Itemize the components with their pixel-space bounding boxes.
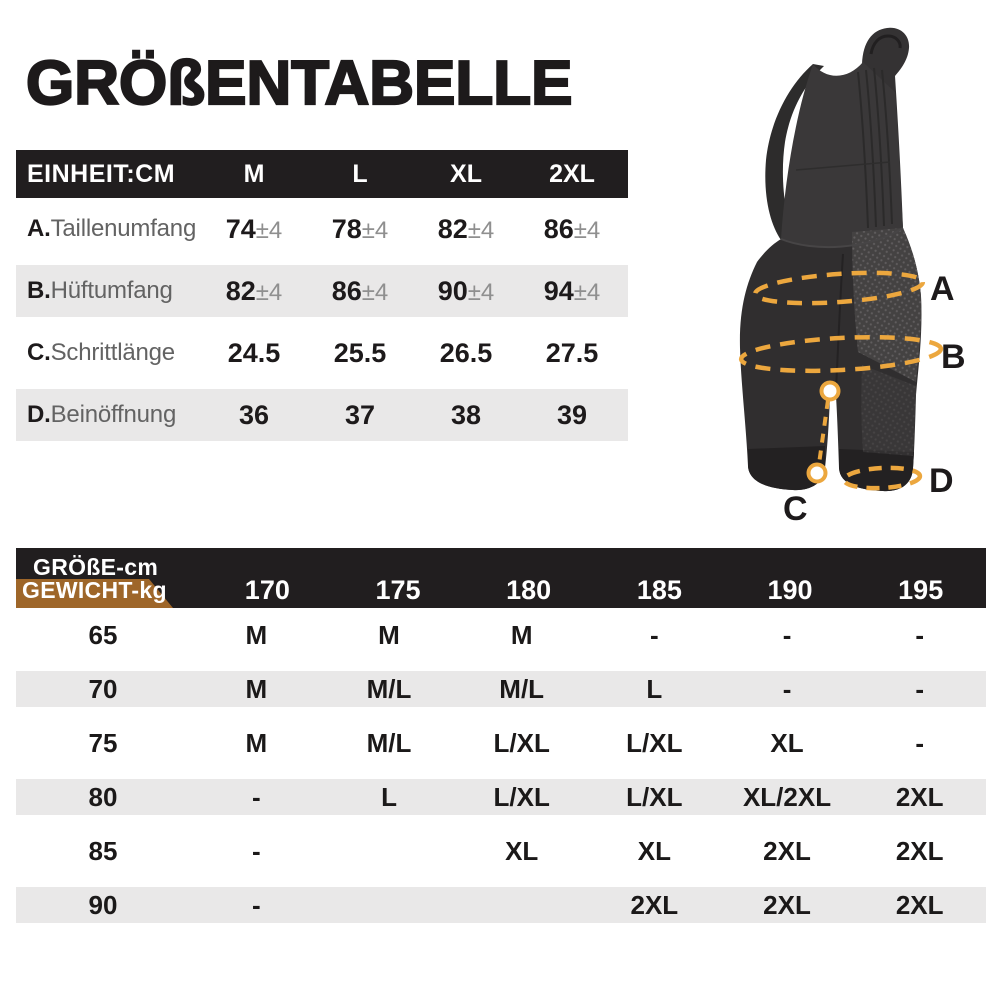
fit-cell: 2XL [763, 835, 811, 866]
weight-value: 85 [88, 835, 118, 866]
value-tolerance: ±4 [255, 216, 283, 244]
fit-cell: - [650, 619, 659, 650]
weight-unit-label: GEWICHT-kg [22, 577, 167, 603]
bib-shorts-diagram [600, 0, 1000, 560]
size-table [16, 150, 628, 446]
fit-cell: M/L [499, 673, 545, 704]
value-tolerance: ±4 [361, 216, 389, 244]
value-number: 36 [238, 399, 270, 430]
height-col-170: 170 [244, 574, 290, 605]
diagram-label-a: A [930, 270, 955, 308]
fit-cell: M/L [366, 727, 412, 758]
value-number: 24.5 [227, 337, 281, 368]
measure-key: C. [27, 339, 51, 366]
weight-value: 90 [88, 889, 118, 920]
height-col-185: 185 [636, 574, 682, 605]
page-title: GRÖßENTABELLE [26, 49, 573, 118]
weight-value: 75 [88, 727, 118, 758]
measure-name: Hüftumfang [50, 277, 173, 304]
value-number: 86 [331, 275, 362, 306]
fit-cell: - [252, 889, 261, 920]
value-tolerance: ±4 [573, 278, 601, 306]
fit-cell: 2XL [895, 889, 944, 920]
inseam-top-point [822, 383, 839, 400]
value-number: 37 [344, 399, 376, 430]
value-number: 78 [331, 213, 362, 244]
fit-cell: L [381, 781, 397, 812]
fit-cell: L/XL [493, 781, 550, 812]
value-number: 39 [556, 399, 588, 430]
value-tolerance: ±4 [573, 216, 601, 244]
value-number: 26.5 [439, 337, 493, 368]
measure-value [413, 214, 519, 245]
height-columns [202, 572, 986, 608]
measure-name: Beinöffnung [50, 401, 177, 428]
measure-value [307, 276, 413, 307]
table-row-leg-opening [16, 384, 628, 446]
weight-value: 70 [88, 673, 118, 704]
measure-value [201, 276, 307, 307]
fit-cell: M [510, 619, 533, 650]
value-tolerance: ±4 [255, 278, 283, 306]
measure-value [307, 338, 413, 369]
measure-name: Schrittlänge [50, 339, 175, 366]
height-col-180: 180 [506, 574, 552, 605]
size-col-xl: XL [450, 159, 482, 188]
fit-cell: M [378, 619, 400, 650]
measure-value [201, 338, 307, 369]
fit-row-85 [16, 824, 986, 878]
fit-cell: 2XL [895, 781, 944, 812]
fit-cell: - [252, 781, 261, 812]
value-number: 74 [225, 213, 256, 244]
table-row-waist [16, 198, 628, 260]
measure-label [16, 339, 201, 367]
value-number: 86 [543, 213, 574, 244]
fit-cell: L/XL [626, 781, 683, 812]
size-table-header [16, 150, 628, 198]
fit-cell: XL [770, 727, 804, 758]
measure-value [413, 276, 519, 307]
size-col-l: L [352, 159, 368, 188]
diagram-label-b: B [941, 338, 966, 376]
measure-value [201, 400, 307, 431]
value-number: 82 [225, 275, 256, 306]
value-number: 38 [450, 399, 482, 430]
fit-cell: XL [505, 835, 539, 866]
measure-value [307, 214, 413, 245]
fit-cell: M [245, 673, 268, 704]
fit-cell: XL [637, 835, 671, 866]
unit-header-label: EINHEIT:CM [27, 159, 176, 188]
weight-value: 80 [88, 781, 118, 812]
fit-row-75 [16, 716, 986, 770]
fit-table-header [16, 548, 986, 608]
value-number: 25.5 [333, 337, 387, 368]
height-unit-label: GRÖßE-cm [33, 554, 159, 580]
fit-row-80 [16, 770, 986, 824]
table-row-inseam [16, 322, 628, 384]
fit-cell: M/L [366, 673, 412, 704]
fit-row-65 [16, 608, 986, 662]
height-col-175: 175 [375, 574, 421, 605]
measure-key: B. [27, 277, 51, 304]
fit-cell: - [915, 673, 925, 704]
weight-value: 65 [88, 619, 118, 650]
size-col-m: M [243, 159, 265, 188]
diagram-label-c: C [783, 490, 808, 528]
value-tolerance: ±4 [361, 278, 389, 306]
fit-row-90 [16, 878, 986, 932]
fit-cell: L/XL [493, 727, 550, 758]
measure-value [413, 338, 519, 369]
fit-row-70 [16, 662, 986, 716]
inseam-bottom-point [809, 465, 826, 482]
fit-cell: 2XL [630, 889, 679, 920]
value-number: 82 [437, 213, 468, 244]
measure-key: D. [27, 401, 51, 428]
table-row-hip [16, 260, 628, 322]
value-number: 94 [543, 275, 574, 306]
value-number: 27.5 [545, 337, 599, 368]
height-col-195: 195 [898, 574, 944, 605]
fit-table [16, 548, 986, 932]
value-tolerance: ±4 [467, 216, 495, 244]
measure-label [16, 277, 201, 305]
value-number: 90 [437, 275, 468, 306]
fit-cell: - [782, 619, 792, 650]
fit-cell: 2XL [763, 889, 811, 920]
fit-cell: - [782, 673, 792, 704]
measure-value [201, 214, 307, 245]
measure-label [16, 401, 201, 429]
fit-cell: M [245, 727, 268, 758]
value-tolerance: ±4 [467, 278, 495, 306]
measure-value [413, 400, 519, 431]
height-col-190: 190 [767, 574, 813, 605]
measure-value [307, 400, 413, 431]
measure-name: Taillenumfang [50, 215, 197, 242]
fit-cell: L [646, 673, 663, 704]
fit-cell: 2XL [895, 835, 944, 866]
fit-cell: - [915, 619, 925, 650]
fit-cell: - [915, 727, 925, 758]
measure-label [16, 215, 201, 243]
diagram-label-d: D [929, 462, 954, 500]
fit-cell: L/XL [626, 727, 683, 758]
fit-cell: - [252, 835, 261, 866]
fit-cell: M [245, 619, 268, 650]
size-col-2xl: 2XL [549, 159, 595, 188]
fit-cell: XL/2XL [742, 781, 832, 812]
measure-key: A. [27, 215, 51, 242]
